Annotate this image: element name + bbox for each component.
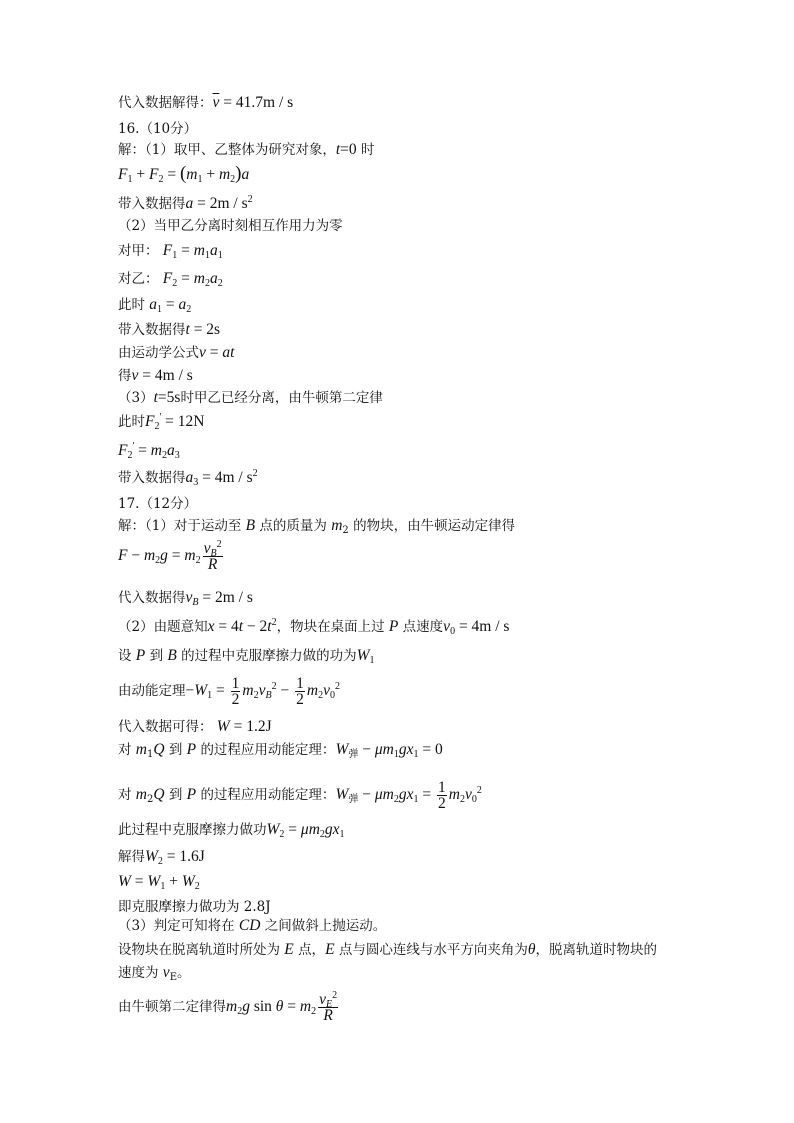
q17-m2-energy: 对 $m_2Q$ 到 P 的过程应用动能定理：$W_弹 - \mu m_2gx_1$ = $\frac{1}{2}$ $m_2v_0^2$ bbox=[118, 779, 482, 812]
point-q: Q bbox=[153, 741, 165, 758]
formula-f2-prime: $F_2' = m_2a_3$ bbox=[118, 441, 180, 461]
q16-step1: 解：（1）取甲、乙整体为研究对象，t=0 时 bbox=[118, 141, 375, 158]
point-p: P bbox=[186, 741, 197, 758]
line-solution-avg-speed bbox=[118, 95, 293, 111]
formula: $W_2 = \mu m_2gx_1$ bbox=[266, 821, 345, 840]
formula: $W_1$ bbox=[356, 647, 375, 666]
formula: $a_3 = 4m / s^2$ bbox=[185, 468, 258, 488]
point-p: P bbox=[186, 786, 197, 804]
text: 解：（1）对于运动至 bbox=[118, 518, 242, 534]
text: 解得 bbox=[118, 849, 145, 865]
point-q: Q bbox=[153, 786, 165, 804]
text: 此过程中克服摩擦力做功 bbox=[118, 822, 267, 838]
text: 带入数据得 bbox=[118, 196, 186, 212]
text: 点速度 bbox=[402, 619, 444, 635]
formula: $v_0 = 4m / s$ bbox=[443, 618, 510, 637]
text: 由动能定理 bbox=[118, 683, 186, 700]
point-b: B bbox=[167, 647, 177, 664]
formula: $v_B = 2m / s$ bbox=[185, 589, 253, 608]
m2-label: m bbox=[331, 517, 343, 534]
formula: t=0 bbox=[335, 141, 357, 158]
q17-departure-speed: 速度为 $v_E$。 bbox=[118, 964, 191, 983]
text: 对 bbox=[118, 742, 132, 758]
formula: $F_2 = m_2a_2$ bbox=[162, 270, 223, 289]
q16-force-prime bbox=[118, 414, 204, 430]
text: 点， bbox=[298, 942, 326, 958]
text: 代入数据可得： bbox=[118, 719, 213, 735]
q16-heading: 16.（10分） bbox=[118, 121, 198, 137]
formula: W = 1.2J bbox=[216, 718, 272, 735]
text: 到 bbox=[149, 648, 164, 664]
formula: $x = 4t - 2t^2$ bbox=[207, 617, 277, 635]
text: （3） bbox=[118, 390, 154, 406]
q16-time bbox=[118, 322, 220, 338]
q17-vb bbox=[118, 590, 253, 606]
m1-label: m bbox=[135, 741, 147, 758]
text: 此时 bbox=[118, 297, 145, 313]
q16-yi bbox=[118, 271, 223, 287]
q17-w2-def bbox=[118, 822, 345, 838]
text: 对乙： bbox=[118, 271, 159, 287]
q16-accel bbox=[118, 196, 253, 212]
text: ，物块在桌面上过 bbox=[276, 619, 385, 635]
text: 到 bbox=[168, 742, 183, 758]
text: 。 bbox=[177, 965, 191, 981]
q17-total-work: 即克服摩擦力做功为 2.8J bbox=[118, 899, 271, 915]
m2-label: m bbox=[135, 786, 147, 804]
q17-w-value bbox=[118, 719, 272, 735]
text: 设物块在脱离轨道时所处为 bbox=[118, 942, 280, 958]
text: 的过程应用动能定理： bbox=[200, 742, 336, 758]
text: （3）判定可知将在 bbox=[118, 918, 235, 934]
text: 带入数据得 bbox=[118, 322, 186, 338]
point-e: E bbox=[284, 941, 294, 958]
text: 由运动学公式 bbox=[118, 345, 199, 361]
q17-step2 bbox=[118, 619, 509, 635]
q17-departure bbox=[118, 942, 657, 958]
q16-kinematics bbox=[118, 345, 234, 361]
theta: θ bbox=[527, 941, 536, 958]
text: 带入数据得 bbox=[118, 470, 186, 486]
point-p: P bbox=[135, 647, 146, 664]
q17-newton2 bbox=[118, 992, 340, 1023]
formula-w-sum: $W = W_1 + W_2$ bbox=[118, 873, 200, 892]
formula: $\overline{v} = 41.7m / s$ bbox=[212, 94, 294, 111]
point-e: E bbox=[325, 941, 335, 958]
formula: t = 2s bbox=[185, 321, 221, 338]
text: 得 bbox=[118, 368, 132, 384]
q16-equal-accel bbox=[118, 297, 191, 313]
formula: $W_弹 - \mu m_1gx_1 = 0$ bbox=[335, 741, 443, 760]
formula: $a_1 = a_2$ bbox=[149, 296, 192, 315]
q17-m1-energy: 对 $m_1Q$ 到 P 的过程应用动能定理：$W_弹 - \mu m_1gx_1 = 0$ bbox=[118, 741, 443, 760]
text: 之间做斜上抛运动。 bbox=[264, 918, 387, 934]
text: 点与圆心连线与水平方向夹角为 bbox=[338, 942, 528, 958]
v-e: v bbox=[162, 964, 170, 981]
formula: $-W_1$ = $\frac{1}{2}$ $m_2v_B^2$ − $\frac{1}{2}$ $m_2v_0^2$ bbox=[185, 675, 340, 708]
q17-energy-theorem bbox=[118, 676, 340, 707]
text: 设 bbox=[118, 648, 132, 664]
formula: v = at bbox=[199, 344, 235, 361]
formula: $W_2 = 1.6J$ bbox=[145, 848, 205, 867]
formula-newton-whole: $F_1 + F_2 = (m_1 + m_2)a$ bbox=[118, 163, 250, 185]
formula-centripetal: $F - m_2g = m_2$ $\frac{v_B^2}{R}$ bbox=[118, 539, 222, 573]
segment-cd: CD bbox=[238, 917, 261, 934]
point-b: B bbox=[245, 517, 256, 534]
text: 速度为 bbox=[118, 965, 159, 981]
formula: $F_1 = m_1a_1$ bbox=[162, 242, 223, 261]
formula: $m_2g$ $\sin \theta = m_2$ $\frac{v_E^2}{R}$ bbox=[226, 990, 338, 1024]
text: 的物块，由牛顿运动定律得 bbox=[353, 518, 516, 534]
formula: $a = 2m / s^2$ bbox=[185, 194, 253, 212]
q16-jia bbox=[118, 243, 223, 259]
text: 到 bbox=[168, 787, 183, 804]
text: 对 bbox=[118, 787, 132, 804]
text: （2）由题意知 bbox=[118, 619, 208, 635]
point-p: P bbox=[388, 618, 399, 635]
text: 代入数据解得： bbox=[118, 95, 213, 111]
text: 点的质量为 bbox=[259, 518, 327, 534]
formula: v = 4m / s bbox=[131, 367, 193, 384]
formula: $W_弹 - \mu m_2gx_1$ = $\frac{1}{2}$ $m_2v_0^2$ bbox=[335, 779, 482, 812]
q17-step1: 解：（1）对于运动至 B 点的质量为 $m_2$ 的物块，由牛顿运动定律得 bbox=[118, 517, 516, 536]
text: ，脱离轨道时物块的 bbox=[535, 942, 657, 958]
q17-step3 bbox=[118, 918, 386, 934]
formula: $F_2' = 12N$ bbox=[145, 412, 205, 432]
text: 的过程应用动能定理： bbox=[200, 787, 336, 804]
text: 对甲： bbox=[118, 243, 159, 259]
text: 时甲乙已经分离，由牛顿第二定律 bbox=[180, 390, 383, 406]
q17-w1 bbox=[118, 648, 375, 664]
q16-step2: （2）当甲乙分离时刻相互作用力为零 bbox=[118, 218, 343, 234]
text: 由牛顿第二定律得 bbox=[118, 999, 226, 1016]
q17-w2-value bbox=[118, 849, 205, 865]
q16-a3 bbox=[118, 470, 258, 486]
q16-velocity bbox=[118, 368, 193, 384]
text: 的过程中克服摩擦力做的功为 bbox=[181, 648, 357, 664]
q17-heading: 17.（12分） bbox=[118, 496, 198, 512]
text: 代入数据得 bbox=[118, 590, 186, 606]
formula: t=5s bbox=[153, 389, 181, 406]
text: 解：（1）取甲、乙整体为研究对象， bbox=[118, 142, 336, 158]
q16-step3 bbox=[118, 390, 383, 406]
text: 此时 bbox=[118, 414, 145, 430]
